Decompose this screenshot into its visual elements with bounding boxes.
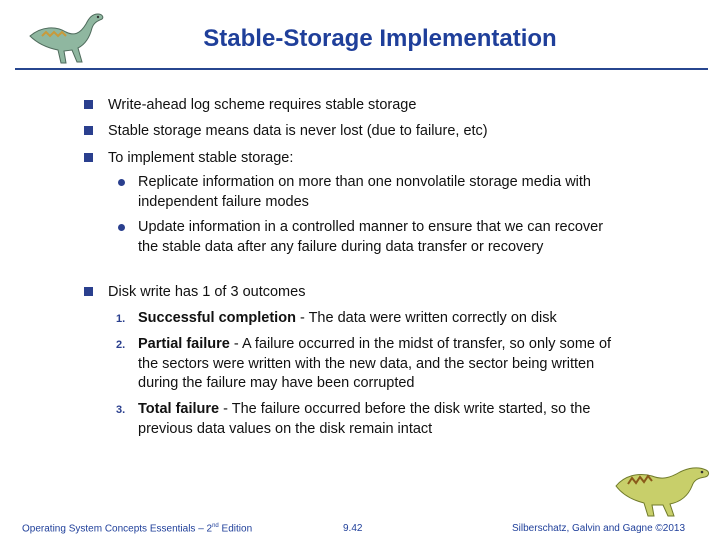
slide-title: Stable-Storage Implementation bbox=[203, 25, 557, 52]
outcome-separator: - bbox=[229, 336, 242, 352]
outcome-label: Partial failure bbox=[138, 336, 230, 352]
outcome-separator: - bbox=[219, 401, 232, 417]
bullet-text: Disk write has 1 of 3 outcomes bbox=[108, 284, 306, 300]
sub-bullet-text: Update information in a controlled manner to ensure that we can recover the stable data after any failure during data transfer or recovery bbox=[138, 219, 604, 255]
sub-bullet-text: Replicate information on more than one nonvolatile storage media with independent failure modes bbox=[138, 174, 591, 210]
outcome-label: Successful completion bbox=[138, 310, 296, 326]
bullet-text: To implement stable storage: bbox=[108, 150, 294, 166]
outcome-text bbox=[138, 335, 626, 394]
dinosaur-logo-icon bbox=[22, 6, 114, 66]
outcome-description: The failure occurred before the disk write started, so the previous data values on the disk remain intact bbox=[138, 401, 591, 437]
outcome-label: Total failure bbox=[138, 401, 220, 417]
outcome-separator: - bbox=[295, 310, 309, 326]
title-divider bbox=[15, 68, 708, 70]
outcome-description: The data were written correctly on disk bbox=[308, 310, 557, 326]
outcome-text bbox=[138, 309, 626, 329]
bullet-text: Stable storage means data is never lost (due to failure, etc) bbox=[108, 123, 488, 139]
square-bullet-icon bbox=[84, 100, 93, 109]
outcome-number: 3. bbox=[116, 404, 126, 416]
square-bullet-icon bbox=[84, 126, 93, 135]
footer-book-title bbox=[22, 523, 252, 534]
footer-book-title-edition: Edition bbox=[218, 523, 253, 535]
footer-copyright: Silberschatz, Galvin and Gagne ©2013 bbox=[512, 523, 686, 534]
outcome-description: A failure occurred in the midst of transfer, so only some of the sectors were written with the new data, and the sector being written during the failure may have been corrupted bbox=[138, 336, 612, 391]
bullet-text: Write-ahead log scheme requires stable storage bbox=[108, 97, 417, 113]
dinosaur-logo-icon bbox=[610, 458, 715, 518]
round-bullet-icon bbox=[118, 179, 125, 186]
outcome-number: 1. bbox=[116, 313, 126, 325]
outcome-number: 2. bbox=[116, 339, 126, 351]
outcome-text bbox=[138, 400, 626, 439]
footer-book-title-text: Operating System Concepts Essentials – 2 bbox=[22, 523, 213, 535]
footer-page-number: 9.42 bbox=[343, 523, 363, 534]
square-bullet-icon bbox=[84, 153, 93, 162]
square-bullet-icon bbox=[84, 287, 93, 296]
footer-book-title-sup: nd bbox=[212, 523, 219, 529]
round-bullet-icon bbox=[118, 224, 125, 231]
